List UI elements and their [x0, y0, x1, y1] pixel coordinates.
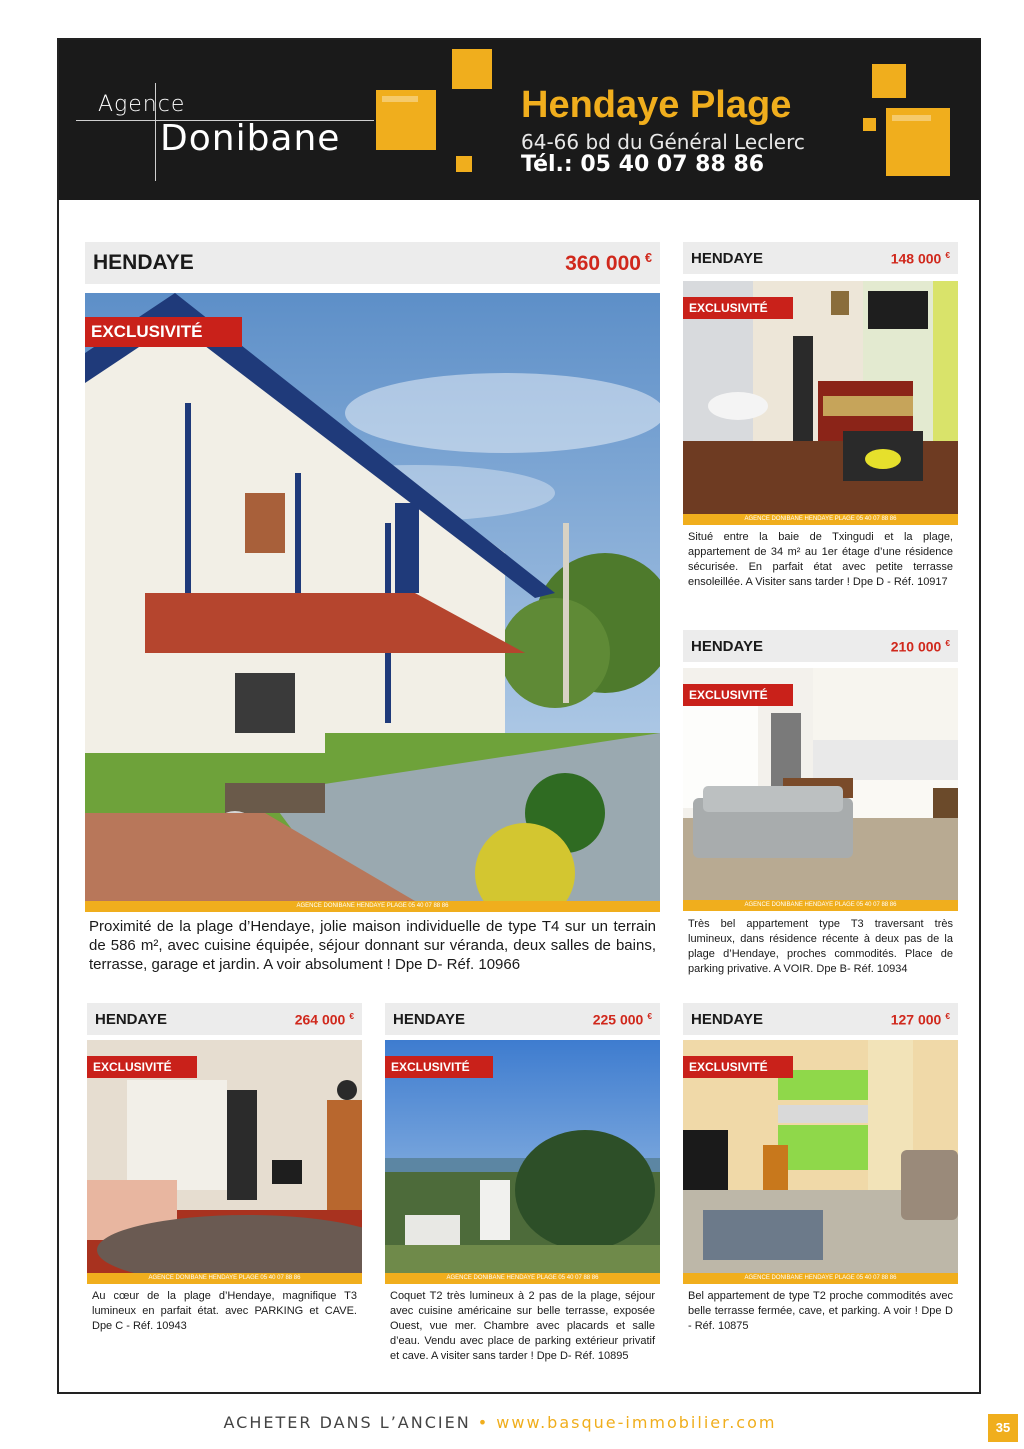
exclusivity-badge: EXCLUSIVITÉ: [683, 297, 793, 319]
exclusivity-badge: EXCLUSIVITÉ: [683, 684, 793, 706]
photo-credit-bar: AGENCE DONIBANE HENDAYE PLAGE 05 40 07 88 86: [683, 900, 958, 911]
listing-city: HENDAYE: [691, 249, 763, 267]
listing-price: 360 000 €: [565, 250, 652, 275]
photo-credit-bar: AGENCE DONIBANE HENDAYE PLAGE 05 40 07 88 86: [85, 901, 660, 912]
listing-header: [683, 242, 958, 274]
listing-city: HENDAYE: [93, 251, 194, 274]
listing-city: HENDAYE: [393, 1010, 465, 1028]
page-number: 35: [988, 1414, 1018, 1442]
decor-square: [886, 108, 950, 176]
listing-description: Situé entre la baie de Txingudi et la plage, appartement de 34 m² au 1er étage d’une résidence sécurisée. En parfait état avec petite terrasse ensoleillée. A Visiter sans tarder ! Dpe D - Réf. 10917: [688, 531, 953, 588]
branch-phone: Tél.: 05 40 07 88 86: [521, 152, 765, 177]
photo-credit-bar: AGENCE DONIBANE HENDAYE PLAGE 05 40 07 88 86: [683, 1273, 958, 1284]
branch-title: Hendaye Plage: [521, 84, 792, 126]
decor-square: [872, 64, 906, 98]
exclusivity-badge: EXCLUSIVITÉ: [87, 1056, 197, 1078]
photo-credit-bar: AGENCE DONIBANE HENDAYE PLAGE 05 40 07 88 86: [683, 514, 958, 525]
page-footer: [0, 1413, 1000, 1432]
listing-price: 210 000 €: [890, 637, 950, 655]
listing-header: [683, 630, 958, 662]
exclusivity-badge: EXCLUSIVITÉ: [683, 1056, 793, 1078]
listing-header: [385, 1003, 660, 1035]
listing-description: Au cœur de la plage d’Hendaye, magnifique T3 lumineux en parfait état. avec PARKING et CAVE. Dpe C - Réf. 10943: [92, 1290, 357, 1332]
listing-price: 148 000 €: [890, 249, 950, 267]
listing-city: HENDAYE: [95, 1010, 167, 1028]
footer-tagline: ACHETER DANS L’ANCIEN: [223, 1413, 471, 1432]
branch-address: 64-66 bd du Général Leclerc: [521, 130, 805, 154]
footer-separator: •: [477, 1413, 490, 1432]
listing-description: Coquet T2 très lumineux à 2 pas de la plage, séjour avec cuisine américaine sur belle terrasse, exposée Ouest, vue mer. Chambre avec placards et salle d’eau. Vendu avec place de parking extérieur privatif et cave. A visiter sans tarder ! Dpe D- Réf. 10895: [390, 1290, 655, 1362]
decor-square: [376, 90, 436, 150]
listing-price: 264 000 €: [294, 1010, 354, 1028]
listing-header: [85, 242, 660, 284]
listing-photo-house: [85, 293, 660, 901]
listing-city: HENDAYE: [691, 637, 763, 655]
listing-description: Très bel appartement type T3 traversant très lumineux, dans résidence récente à deux pas de la plage d’Hendaye, proches commodités. Place de parking privative. A VOIR. Dpe B- Réf. 10934: [688, 918, 953, 975]
decor-square: [863, 118, 876, 131]
footer-website-link[interactable]: www.basque-immobilier.com: [496, 1413, 777, 1432]
listing-city: HENDAYE: [691, 1010, 763, 1028]
listing-header: [87, 1003, 362, 1035]
listing-price: 225 000 €: [592, 1010, 652, 1028]
exclusivity-badge: EXCLUSIVITÉ: [85, 317, 242, 347]
logo-donibane-text: Donibane: [160, 118, 341, 159]
exclusivity-badge: EXCLUSIVITÉ: [385, 1056, 493, 1078]
decor-square: [456, 156, 472, 172]
logo-agence-text: Agence: [98, 92, 186, 117]
listing-header: [683, 1003, 958, 1035]
photo-credit-bar: AGENCE DONIBANE HENDAYE PLAGE 05 40 07 88 86: [87, 1273, 362, 1284]
listing-description: Proximité de la plage d’Hendaye, jolie maison individuelle de type T4 sur un terrain de 586 m², avec cuisine équipée, séjour donnant sur véranda, deux salles de bains, terrasse, garage et jardin. A voir absolument ! Dpe D- Réf. 10966: [89, 918, 656, 973]
listing-price: 127 000 €: [890, 1010, 950, 1028]
listing-description: Bel appartement de type T2 proche commodités avec belle terrasse fermée, cave, et parking. A voir ! Dpe D - Réf. 10875: [688, 1290, 953, 1332]
decor-square: [452, 49, 492, 89]
photo-credit-bar: AGENCE DONIBANE HENDAYE PLAGE 05 40 07 88 86: [385, 1273, 660, 1284]
